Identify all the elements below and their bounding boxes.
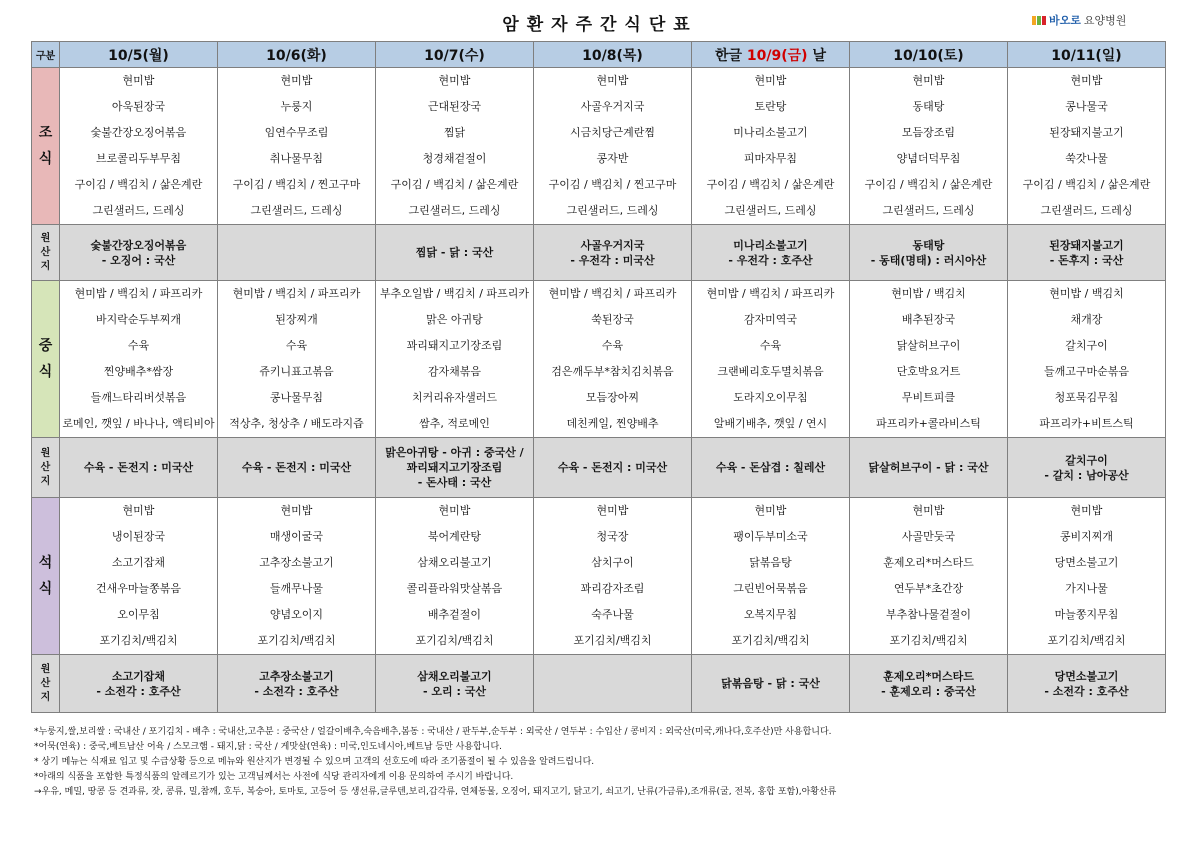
origin-cell: 수육 - 돈전지 : 미국산 [218, 438, 376, 498]
origin-label-char: 지 [40, 691, 51, 703]
menu-item: 갈치구이 [1065, 339, 1108, 352]
menu-item: 그린샐러드, 드레싱 [250, 204, 343, 217]
holiday-prefix: 한글 [714, 47, 747, 64]
logo-sub: 요양병원 [1083, 14, 1127, 27]
menu-item: 모듬장조림 [901, 126, 956, 139]
menu-item: 삼채오리불고기 [417, 556, 492, 569]
origin-cell: 수육 - 돈전지 : 미국산 [534, 438, 692, 498]
day-menu-cell [850, 498, 1008, 655]
menu-item: 그린샐러드, 드레싱 [882, 204, 975, 217]
menu-item: 크랜베리호두멸치볶음 [717, 365, 824, 378]
origin-cell: 닭살허브구이 - 닭 : 국산 [850, 438, 1008, 498]
origin-cell: 사골우거지국 - 우전각 : 미국산 [534, 225, 692, 281]
origin-label-char: 산 [40, 677, 51, 689]
day-menu-cell [850, 68, 1008, 225]
day-menu-cell [534, 281, 692, 438]
menu-item: 현미밥 / 백김치 / 파프리카 [548, 287, 677, 300]
day-header: 10/8(목) [534, 42, 692, 68]
menu-item: 데친케일, 찐양배추 [566, 417, 659, 430]
meal-category [32, 281, 60, 438]
menu-item: 매생이굴국 [269, 530, 324, 543]
day-menu-cell [692, 281, 850, 438]
menu-item: 시금치당근계란찜 [569, 126, 655, 139]
header-row [32, 42, 1166, 68]
menu-item: 들깨무나물 [269, 582, 324, 595]
menu-item: 동태탕 [912, 100, 945, 113]
menu-item: 포기김치/백김치 [889, 634, 968, 647]
menu-item: 들깨고구마순볶음 [1043, 365, 1129, 378]
menu-item: 구이김 / 백김치 / 삶은계란 [390, 178, 519, 191]
menu-item: 구이김 / 백김치 / 삶은계란 [864, 178, 993, 191]
menu-item: 쑥갓나물 [1065, 152, 1108, 165]
menu-item: 수육 [127, 339, 150, 352]
meal-category [32, 68, 60, 225]
menu-item: 로메인, 깻잎 / 바나나, 액티비아 [62, 417, 215, 430]
menu-item: 현미밥 / 백김치 / 파프리카 [74, 287, 203, 300]
menu-item: 닭볶음탕 [749, 556, 792, 569]
origin-cell [218, 225, 376, 281]
menu-item: 맑은 아귀탕 [426, 313, 483, 326]
menu-item: 현미밥 [754, 504, 787, 517]
origin-label-char: 산 [40, 461, 51, 473]
menu-item: 쑥된장국 [591, 313, 634, 326]
origin-cell: 맑은아귀탕 - 아귀 : 중국산 / 꽈리돼지고기장조림 - 돈사태 : 국산 [376, 438, 534, 498]
menu-item: 찜닭 [443, 126, 466, 139]
menu-item: 포기김치/백김치 [731, 634, 810, 647]
meal-category [32, 498, 60, 655]
day-header-holiday [692, 42, 850, 68]
menu-item: 현미밥 [912, 504, 945, 517]
menu-item: 건새우마늘쫑볶음 [95, 582, 181, 595]
menu-item: 북어계란탕 [427, 530, 482, 543]
menu-item: 구이김 / 백김치 / 삶은계란 [1022, 178, 1151, 191]
day-menu-cell [534, 68, 692, 225]
menu-item: 닭살허브구이 [896, 339, 961, 352]
menu-item: 콩자반 [596, 152, 629, 165]
menu-item: 청국장 [596, 530, 629, 543]
menu-item: 찐양배추*쌈장 [103, 365, 174, 378]
menu-item: 근대된장국 [427, 100, 482, 113]
menu-item: 현미밥 [438, 74, 471, 87]
note-line: *아래의 식품을 포함한 특정식품의 알레르기가 있는 고객님께서는 사전에 식당 관리자에게 이용 문의하여 주시기 바랍니다. [34, 772, 514, 782]
menu-item: 포기김치/백김치 [573, 634, 652, 647]
menu-item: 들깨느타리버섯볶음 [90, 391, 187, 404]
menu-item: 구이김 / 백김치 / 삶은계란 [74, 178, 203, 191]
origin-label-char: 원 [40, 447, 51, 459]
menu-item: 사골우거지국 [580, 100, 645, 113]
menu-item: 현미밥 [596, 74, 629, 87]
day-menu-cell [218, 68, 376, 225]
menu-item: 훈제오리*머스타드 [883, 556, 974, 569]
origin-label-char: 지 [40, 475, 51, 487]
menu-item: 감자채볶음 [427, 365, 482, 378]
menu-item: 현미밥 [754, 74, 787, 87]
menu-item: 배추겉절이 [427, 608, 482, 621]
meal-row [32, 281, 1166, 438]
menu-item: 그린샐러드, 드레싱 [724, 204, 817, 217]
menu-item: 파프리카+콜라비스틱 [876, 417, 981, 430]
menu-item: 피마자무침 [743, 152, 798, 165]
menu-item: 포기김치/백김치 [257, 634, 336, 647]
menu-item: 현미밥 [1070, 504, 1103, 517]
origin-label [32, 438, 60, 498]
day-header: 10/11(일) [1008, 42, 1166, 68]
meal-row [32, 498, 1166, 655]
menu-item: 구이김 / 백김치 / 찐고구마 [232, 178, 361, 191]
menu-item: 현미밥 / 백김치 [891, 287, 966, 300]
menu-item: 양념오이지 [269, 608, 324, 621]
menu-item: 마늘쫑지무침 [1054, 608, 1119, 621]
menu-item: 알배기배추, 깻잎 / 연시 [713, 417, 828, 430]
origin-cell: 수육 - 돈전지 : 미국산 [60, 438, 218, 498]
origin-cell: 된장돼지불고기 - 돈후지 : 국산 [1008, 225, 1166, 281]
menu-item: 콩나물국 [1065, 100, 1108, 113]
day-menu-cell [376, 68, 534, 225]
menu-item: 현미밥 [122, 74, 155, 87]
origin-row [32, 438, 1166, 498]
notes [34, 725, 1174, 800]
day-menu-cell [60, 68, 218, 225]
origin-cell [534, 655, 692, 713]
menu-item: 현미밥 / 백김치 / 파프리카 [706, 287, 835, 300]
menu-item: 오복지무침 [743, 608, 798, 621]
day-header: 10/6(화) [218, 42, 376, 68]
menu-item: 숙주나물 [591, 608, 634, 621]
menu-item: 연두부*초간장 [893, 582, 964, 595]
note-line: * 상기 메뉴는 식재료 입고 및 수급상황 등으로 메뉴와 원산지가 변경될 수 있으며 고객의 선호도에 따라 조기품절이 될 수 있음을 알려드립니다. [34, 757, 595, 767]
menu-item: 현미밥 [912, 74, 945, 87]
menu-item: 오이무침 [117, 608, 160, 621]
menu-item: 콜리플라워맛살볶음 [406, 582, 503, 595]
menu-item: 현미밥 [1070, 74, 1103, 87]
origin-label-char: 원 [40, 663, 51, 675]
menu-item: 배추된장국 [901, 313, 956, 326]
menu-item: 현미밥 [122, 504, 155, 517]
menu-item: 숯불간장오징어볶음 [90, 126, 187, 139]
meal-row [32, 68, 1166, 225]
menu-item: 현미밥 [438, 504, 471, 517]
meal-category-char: 조 [38, 125, 53, 141]
origin-cell: 고추장소불고기 - 소전각 : 호주산 [218, 655, 376, 713]
menu-item: 수육 [285, 339, 308, 352]
menu-item: 현미밥 / 백김치 [1049, 287, 1124, 300]
menu-item: 임연수무조림 [264, 126, 329, 139]
origin-cell: 소고기잡채 - 소전각 : 호주산 [60, 655, 218, 713]
logo-brand: 바오로 [1049, 14, 1081, 27]
note-line: →우유, 메밀, 땅콩 등 견과류, 잣, 콩류, 밀,참깨, 호두, 복숭아, 토마토, 고등어 등 생선류,글루텐,보리,갑각류, 연체동물, 오징어, 돼지고기, 닭고기, 쇠고기, 난류(가금류),조개류(굴, 전복, 홍합 포함),아황산류 [34, 787, 837, 797]
menu-item: 그린샐러드, 드레싱 [408, 204, 501, 217]
origin-cell: 찜닭 - 닭 : 국산 [376, 225, 534, 281]
meal-category-char: 식 [38, 151, 53, 167]
day-menu-cell [60, 498, 218, 655]
logo-mark-icon [1032, 16, 1046, 25]
origin-cell: 숯불간장오징어볶음 - 오징어 : 국산 [60, 225, 218, 281]
holiday-suffix: 날 [807, 47, 826, 64]
menu-item: 꽈리감자조림 [580, 582, 645, 595]
day-menu-cell [376, 281, 534, 438]
menu-item: 적상추, 청상추 / 배도라지즙 [229, 417, 364, 430]
meal-category-char: 석 [38, 555, 53, 571]
origin-row [32, 225, 1166, 281]
meal-category-char: 중 [38, 338, 53, 354]
menu-item: 가지나물 [1065, 582, 1108, 595]
origin-row [32, 655, 1166, 713]
menu-item: 채개장 [1070, 313, 1103, 326]
day-menu-cell [376, 498, 534, 655]
day-menu-cell [1008, 498, 1166, 655]
menu-item: 취나물무침 [269, 152, 324, 165]
page-title: 암환자주간식단표 [502, 15, 698, 35]
menu-item: 사골만둣국 [901, 530, 956, 543]
origin-cell: 훈제오리*머스타드 - 훈제오리 : 중국산 [850, 655, 1008, 713]
meal-category-char: 식 [38, 581, 53, 597]
menu-item: 소고기잡채 [111, 556, 166, 569]
menu-item: 모듬장아찌 [585, 391, 640, 404]
menu-item: 치커리유자샐러드 [411, 391, 497, 404]
menu-item: 아욱된장국 [111, 100, 166, 113]
meal-category-char: 식 [38, 364, 53, 380]
origin-cell: 수육 - 돈삼겹 : 칠레산 [692, 438, 850, 498]
menu-item: 브로콜리두부무침 [95, 152, 181, 165]
menu-item: 콩비지찌개 [1059, 530, 1114, 543]
menu-item: 쥬키니표고볶음 [259, 365, 334, 378]
origin-label-char: 산 [40, 246, 51, 258]
day-menu-cell [534, 498, 692, 655]
menu-item: 현미밥 / 백김치 / 파프리카 [232, 287, 361, 300]
menu-item: 그린빈어묵볶음 [733, 582, 808, 595]
menu-item: 고추장소불고기 [259, 556, 334, 569]
menu-item: 수육 [759, 339, 782, 352]
menu-item: 토란탕 [754, 100, 787, 113]
origin-label [32, 655, 60, 713]
menu-item: 쌈추, 적로메인 [419, 417, 490, 430]
menu-item: 단호박요거트 [896, 365, 961, 378]
menu-item: 포기김치/백김치 [1047, 634, 1126, 647]
menu-item: 부추참나물겉절이 [885, 608, 971, 621]
menu-item: 구이김 / 백김치 / 찐고구마 [548, 178, 677, 191]
menu-item: 삼치구이 [591, 556, 634, 569]
day-menu-cell [218, 281, 376, 438]
note-line: *어묵(연육) : 중국,베트남산 어육 / 스모크햄 - 돼지,닭 : 국산 / 게맛살(연육) : 미국,인도네시아,베트남 등만 사용합니다. [34, 742, 503, 752]
menu-item: 그린샐러드, 드레싱 [1040, 204, 1133, 217]
origin-label-char: 원 [40, 232, 51, 244]
menu-item: 청포묵김무침 [1054, 391, 1119, 404]
menu-item: 팽이두부미소국 [733, 530, 808, 543]
menu-item: 검은깨두부*참치김치볶음 [551, 365, 674, 378]
hospital-logo [1032, 12, 1126, 28]
day-menu-cell [1008, 281, 1166, 438]
day-header: 10/10(토) [850, 42, 1008, 68]
day-header: 10/7(수) [376, 42, 534, 68]
holiday-date: 10/9(금) [746, 47, 808, 64]
origin-cell: 당면소불고기 - 소전각 : 호주산 [1008, 655, 1166, 713]
menu-table [31, 41, 1166, 713]
menu-item: 포기김치/백김치 [415, 634, 494, 647]
menu-item: 도라지오이무침 [733, 391, 808, 404]
menu-item: 파프리카+비트스틱 [1039, 417, 1134, 430]
gubun-header: 구분 [32, 42, 60, 68]
menu-item: 수육 [601, 339, 624, 352]
origin-cell: 삼채오리불고기 - 오리 : 국산 [376, 655, 534, 713]
menu-item: 포기김치/백김치 [99, 634, 178, 647]
origin-label-char: 지 [40, 260, 51, 272]
menu-item: 현미밥 [596, 504, 629, 517]
menu-item: 냉이된장국 [111, 530, 166, 543]
origin-cell: 갈치구이 - 갈치 : 남아공산 [1008, 438, 1166, 498]
origin-cell: 동태탕 - 동태(명태) : 러시아산 [850, 225, 1008, 281]
menu-item: 그린샐러드, 드레싱 [566, 204, 659, 217]
menu-item: 청경채겉절이 [422, 152, 487, 165]
menu-item: 바지락순두부찌개 [95, 313, 181, 326]
menu-item: 꽈리돼지고기장조림 [406, 339, 503, 352]
menu-item: 현미밥 [280, 504, 313, 517]
day-menu-cell [692, 498, 850, 655]
origin-cell: 미나리소불고기 - 우전각 : 호주산 [692, 225, 850, 281]
origin-label [32, 225, 60, 281]
day-menu-cell [1008, 68, 1166, 225]
day-header: 10/5(월) [60, 42, 218, 68]
menu-item: 당면소불고기 [1054, 556, 1119, 569]
day-menu-cell [60, 281, 218, 438]
day-menu-cell [218, 498, 376, 655]
menu-item: 그린샐러드, 드레싱 [92, 204, 185, 217]
menu-item: 콩나물무침 [269, 391, 324, 404]
menu-item: 양념더덕무침 [896, 152, 961, 165]
menu-item: 된장찌개 [275, 313, 318, 326]
note-line: *누룽지,쌀,보리쌀 : 국내산 / 포기김치 - 배추 : 국내산,고추분 : 중국산 / 얼갈이배추,숙음배추,봄동 : 국내산 / 판두부,순두부 : 외국산 / 연두부 : 수입산 / 콩비지 : 외국산(미국,캐나다,호주산)만 사용합니다. [34, 727, 832, 737]
menu-item: 된장돼지불고기 [1049, 126, 1124, 139]
day-menu-cell [692, 68, 850, 225]
menu-item: 누룽지 [280, 100, 313, 113]
origin-cell: 닭볶음탕 - 닭 : 국산 [692, 655, 850, 713]
menu-item: 미나리소불고기 [733, 126, 808, 139]
menu-item: 현미밥 [280, 74, 313, 87]
menu-item: 구이김 / 백김치 / 삶은계란 [706, 178, 835, 191]
menu-item: 무비트피클 [901, 391, 956, 404]
day-menu-cell [850, 281, 1008, 438]
menu-item: 감자미역국 [743, 313, 798, 326]
menu-item: 부추오일밥 / 백김치 / 파프리카 [380, 287, 529, 300]
